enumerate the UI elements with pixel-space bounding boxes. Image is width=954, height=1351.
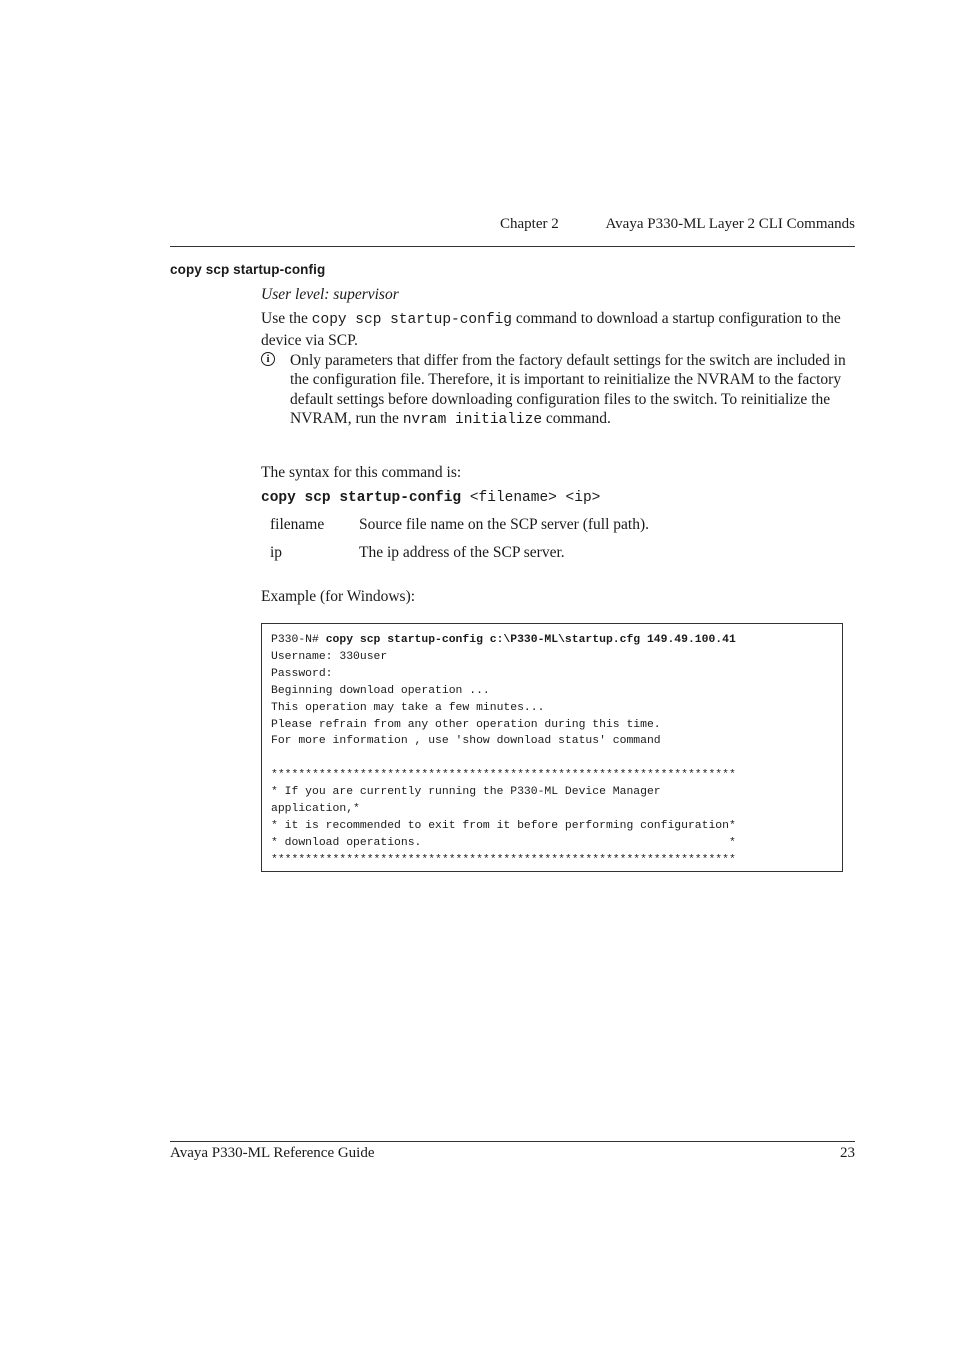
example-code: [271, 632, 736, 869]
parameter-description: The ip address of the SCP server.: [359, 544, 565, 561]
info-icon: i: [261, 352, 275, 366]
description-command: copy scp startup-config: [311, 312, 512, 328]
note-text-before: Only parameters that differ from the factory default settings for the switch are included in the configuration file. Therefore, it is important to reinitialize the NVRAM to the factory default settings before downloading configuration files to the switch. To reinitialize the NVRAM, run the: [290, 352, 846, 427]
code-command: copy scp startup-config c:\P330-ML\startup.cfg 149.49.100.41: [325, 634, 736, 646]
example-code-box: [261, 623, 843, 872]
description-prefix: Use the: [261, 310, 312, 327]
parameter-name: filename: [270, 516, 325, 533]
description-paragraph: [261, 309, 851, 350]
description-suffix: command to download a startup configuration to the device via SCP.: [261, 310, 841, 349]
syntax-command: copy scp startup-config: [261, 490, 462, 506]
footer-rule: [170, 1141, 855, 1142]
page-number: 23: [840, 1145, 855, 1161]
parameter-name: ip: [270, 544, 283, 561]
syntax-line: [261, 487, 851, 509]
syntax-args: <filename> <ip>: [461, 490, 601, 506]
note-paragraph: [290, 351, 855, 430]
parameter-description: Source file name on the SCP server (full path).: [359, 516, 649, 533]
note-command: nvram initialize: [402, 411, 543, 428]
chapter-label: Chapter 2: [500, 216, 559, 232]
header-rule: [170, 246, 855, 247]
code-output: Username: 330user Password: Beginning download operation ... This operation may take a few minutes... Please refrain from any other operation during this time. For more information , use 'show download status' command ******************************************************************** * If you are currently running the P330-ML Device Manager application,* * it is recommended to exit from it before performing configuration* * download operations. * ********************************************************************: [271, 650, 736, 866]
chapter-title: Avaya P330-ML Layer 2 CLI Commands: [605, 216, 855, 232]
syntax-intro: The syntax for this command is:: [261, 464, 462, 481]
footer-guide-title: Avaya P330-ML Reference Guide: [170, 1145, 375, 1161]
note-text-after: command.: [542, 409, 611, 427]
example-intro: Example (for Windows):: [261, 588, 416, 605]
section-heading: copy scp startup-config: [170, 262, 326, 277]
running-header: [500, 216, 855, 233]
user-level: User level: supervisor: [261, 286, 399, 303]
code-prompt: P330-N#: [271, 634, 326, 646]
